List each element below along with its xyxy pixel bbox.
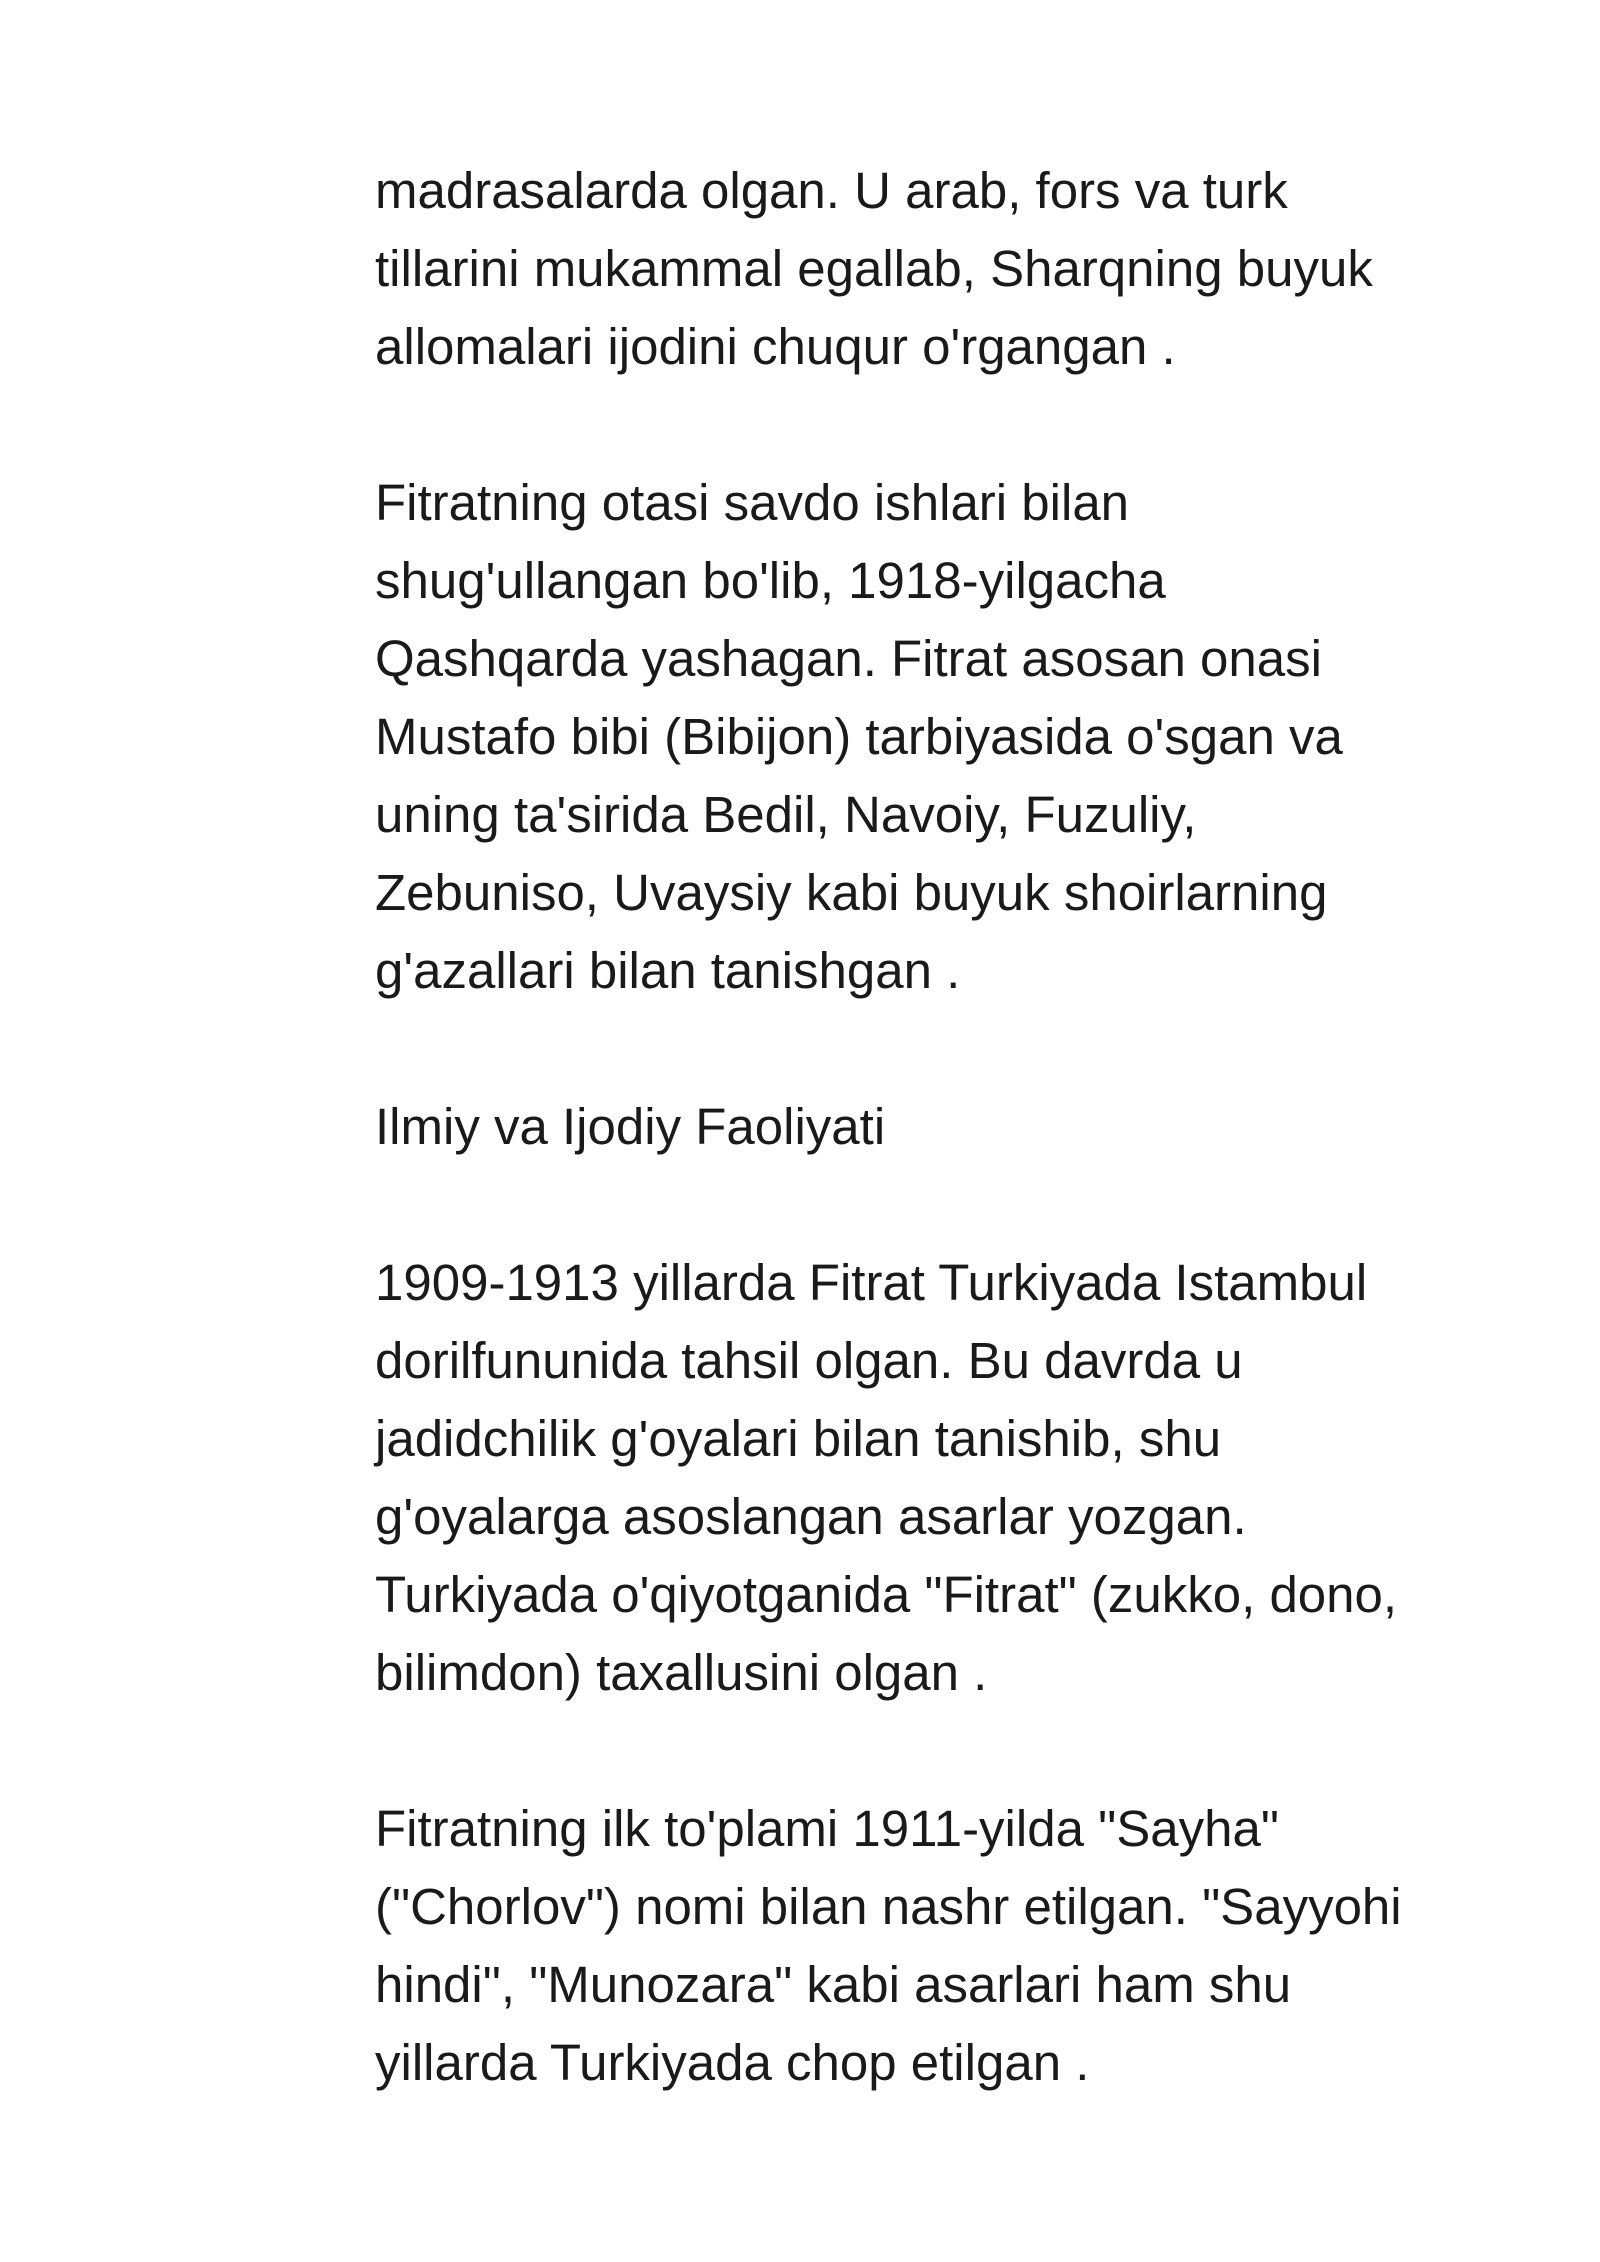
text-line: yillarda Turkiyada chop etilgan . bbox=[375, 2034, 1090, 2091]
text-line: shug'ullangan bo'lib, 1918-yilgacha bbox=[375, 552, 1166, 609]
text-line: g'azallari bilan tanishgan . bbox=[375, 942, 961, 999]
text-line: 1909-1913 yillarda Fitrat Turkiyada Istambul bbox=[375, 1254, 1368, 1311]
heading-text: Ilmiy va Ijodiy Faoliyati bbox=[375, 1098, 886, 1155]
text-line: bilimdon) taxallusini olgan . bbox=[375, 1644, 988, 1701]
paragraph bbox=[375, 152, 1525, 386]
text-line: Mustafo bibi (Bibijon) tarbiyasida o'sgan va bbox=[375, 708, 1343, 765]
text-line: Turkiyada o'qiyotganida "Fitrat" (zukko, dono, bbox=[375, 1566, 1398, 1623]
text-line: uning ta'sirida Bedil, Navoiy, Fuzuliy, bbox=[375, 786, 1197, 843]
paragraph bbox=[375, 1244, 1525, 1712]
text-line: dorilfununida tahsil olgan. Bu davrda u bbox=[375, 1332, 1243, 1389]
text-line: Qashqarda yashagan. Fitrat asosan onasi bbox=[375, 630, 1322, 687]
text-line: g'oyalarga asoslangan asarlar yozgan. bbox=[375, 1488, 1247, 1545]
text-line: Fitratning otasi savdo ishlari bilan bbox=[375, 474, 1130, 531]
section-heading bbox=[375, 1088, 1525, 1166]
text-line: allomalari ijodini chuqur o'rgangan . bbox=[375, 318, 1176, 375]
paragraph bbox=[375, 464, 1525, 1010]
text-line: madrasalarda olgan. U arab, fors va turk bbox=[375, 162, 1288, 219]
document-body bbox=[375, 152, 1525, 2180]
text-line: jadidchilik g'oyalari bilan tanishib, shu bbox=[375, 1410, 1222, 1467]
text-line: Fitratning ilk to'plami 1911-yilda "Sayha" bbox=[375, 1800, 1279, 1857]
paragraph bbox=[375, 1790, 1525, 2102]
text-line: hindi", "Munozara" kabi asarlari ham shu bbox=[375, 1956, 1292, 2013]
text-line: ("Chorlov") nomi bilan nashr etilgan. "Sayyohi bbox=[375, 1878, 1402, 1935]
text-line: Zebuniso, Uvaysiy kabi buyuk shoirlarning bbox=[375, 864, 1328, 921]
text-line: tillarini mukammal egallab, Sharqning buyuk bbox=[375, 240, 1373, 297]
